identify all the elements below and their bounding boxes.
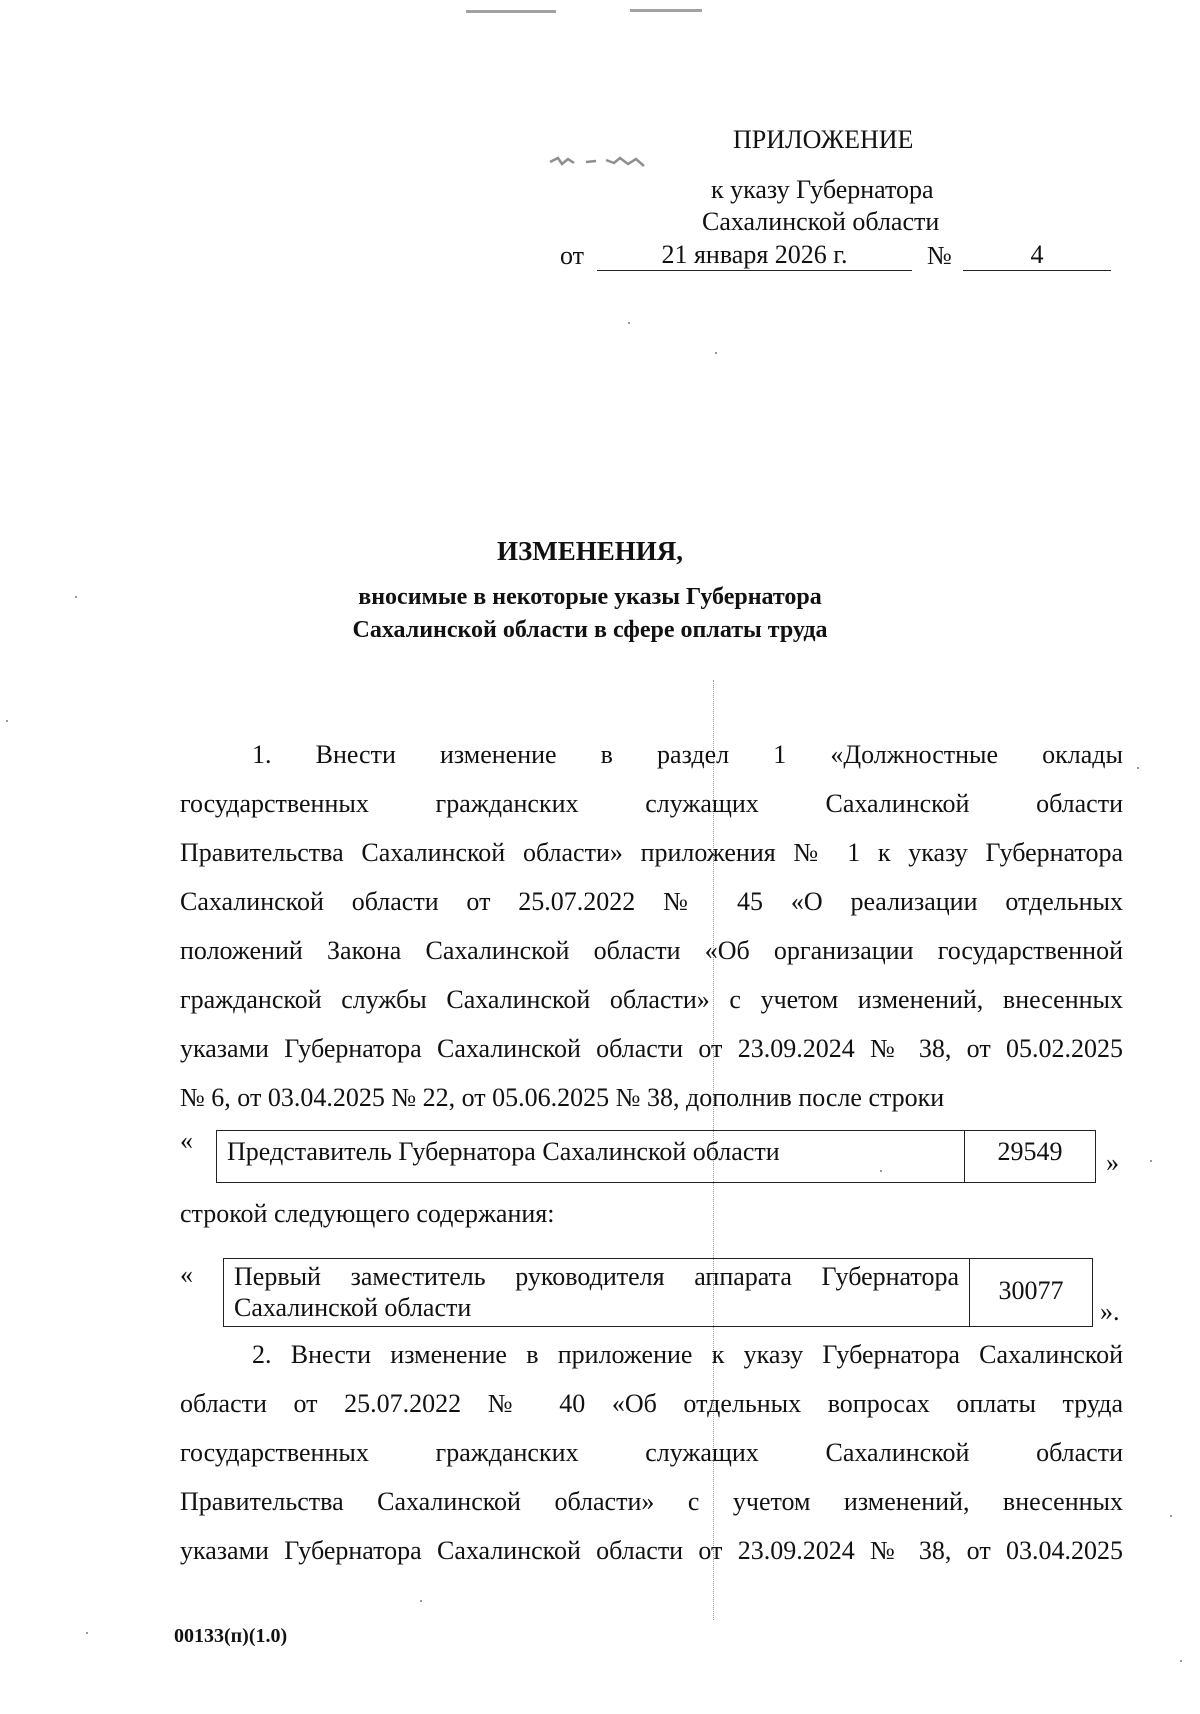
paragraph1-line: положений Закона Сахалинской области «Об организации государственной xyxy=(180,936,1123,965)
document-title: ИЗМЕНЕНИЯ, xyxy=(496,536,683,566)
scan-speck xyxy=(1150,1160,1152,1162)
stamp-smudge-mark xyxy=(548,154,648,168)
date-label: от xyxy=(560,241,585,270)
document-subtitle-line2: Сахалинской области в сфере оплаты труда xyxy=(352,617,828,643)
paragraph2-line: области от 25.07.2022 № 40 «Об отдельных вопросах оплаты труда xyxy=(180,1389,1123,1418)
document-subtitle-line1: вносимые в некоторые указы Губернатора xyxy=(358,584,822,610)
paragraph1-line: Сахалинской области от 25.07.2022 № 45 «О реализации отдельных xyxy=(180,887,1123,916)
new-row-position-line1: Первый заместитель руководителя аппарата Губернатора xyxy=(234,1262,959,1291)
new-row-salary: 30077 xyxy=(998,1276,1064,1305)
existing-row-table xyxy=(216,1130,1096,1183)
scan-artifact-top-left xyxy=(466,10,556,13)
date-underline xyxy=(597,270,912,271)
paragraph1-line: указами Губернатора Сахалинской области от 23.09.2024 № 38, от 05.02.2025 xyxy=(180,1034,1123,1063)
table-open-quote: « xyxy=(180,1260,193,1289)
scan-speck xyxy=(1137,767,1139,769)
number-label: № xyxy=(927,241,952,270)
new-row-position xyxy=(224,1259,970,1326)
new-row-position-line2: Сахалинской области xyxy=(234,1293,472,1322)
existing-row-position: Представитель Губернатора Сахалинской области xyxy=(217,1131,965,1182)
paragraph2-line: государственных гражданских служащих Сахалинской области xyxy=(180,1438,1123,1467)
table-close-quote: » xyxy=(1106,1148,1119,1177)
paragraph1-line: Правительства Сахалинской области» приложения № 1 к указу Губернатора xyxy=(180,838,1123,867)
paragraph1-line: 1. Внести изменение в раздел 1 «Должностные оклады xyxy=(252,740,1123,769)
appendix-reference-line1: к указу Губернатора xyxy=(711,175,934,204)
paragraph2-line: указами Губернатора Сахалинской области от 23.09.2024 № 38, от 03.04.2025 xyxy=(180,1536,1123,1565)
scan-speck xyxy=(1180,1660,1182,1662)
document-code: 00133(п)(1.0) xyxy=(174,1625,288,1647)
scan-speck xyxy=(628,322,630,324)
appendix-reference-line2: Сахалинской области xyxy=(702,207,940,236)
paragraph2-line: 2. Внести изменение в приложение к указу Губернатора Сахалинской xyxy=(252,1340,1123,1369)
decree-date: 21 января 2026 г. xyxy=(661,240,848,269)
appendix-heading: ПРИЛОЖЕНИЕ xyxy=(733,125,914,154)
scan-speck xyxy=(6,720,8,722)
new-row-table xyxy=(223,1258,1093,1327)
paragraph1-line: № 6, от 03.04.2025 № 22, от 05.06.2025 № 38, дополнив после строки xyxy=(180,1083,945,1112)
existing-row-salary: 29549 xyxy=(997,1137,1063,1166)
scan-artifact-top-right xyxy=(630,9,702,12)
table-open-quote: « xyxy=(180,1126,193,1155)
scan-speck xyxy=(1170,1515,1172,1517)
scan-speck xyxy=(86,1632,88,1634)
scan-speck xyxy=(420,1600,422,1602)
table-close-quote: ». xyxy=(1100,1297,1120,1326)
paragraph2-line: Правительства Сахалинской области» с учетом изменений, внесенных xyxy=(180,1487,1123,1516)
scan-speck xyxy=(715,352,717,354)
between-text: строкой следующего содержания: xyxy=(180,1199,555,1228)
paragraph1-line: гражданской службы Сахалинской области» с учетом изменений, внесенных xyxy=(180,985,1123,1014)
decree-number: 4 xyxy=(1030,240,1044,269)
paragraph1-line: государственных гражданских служащих Сахалинской области xyxy=(180,789,1123,818)
number-underline xyxy=(963,270,1111,271)
